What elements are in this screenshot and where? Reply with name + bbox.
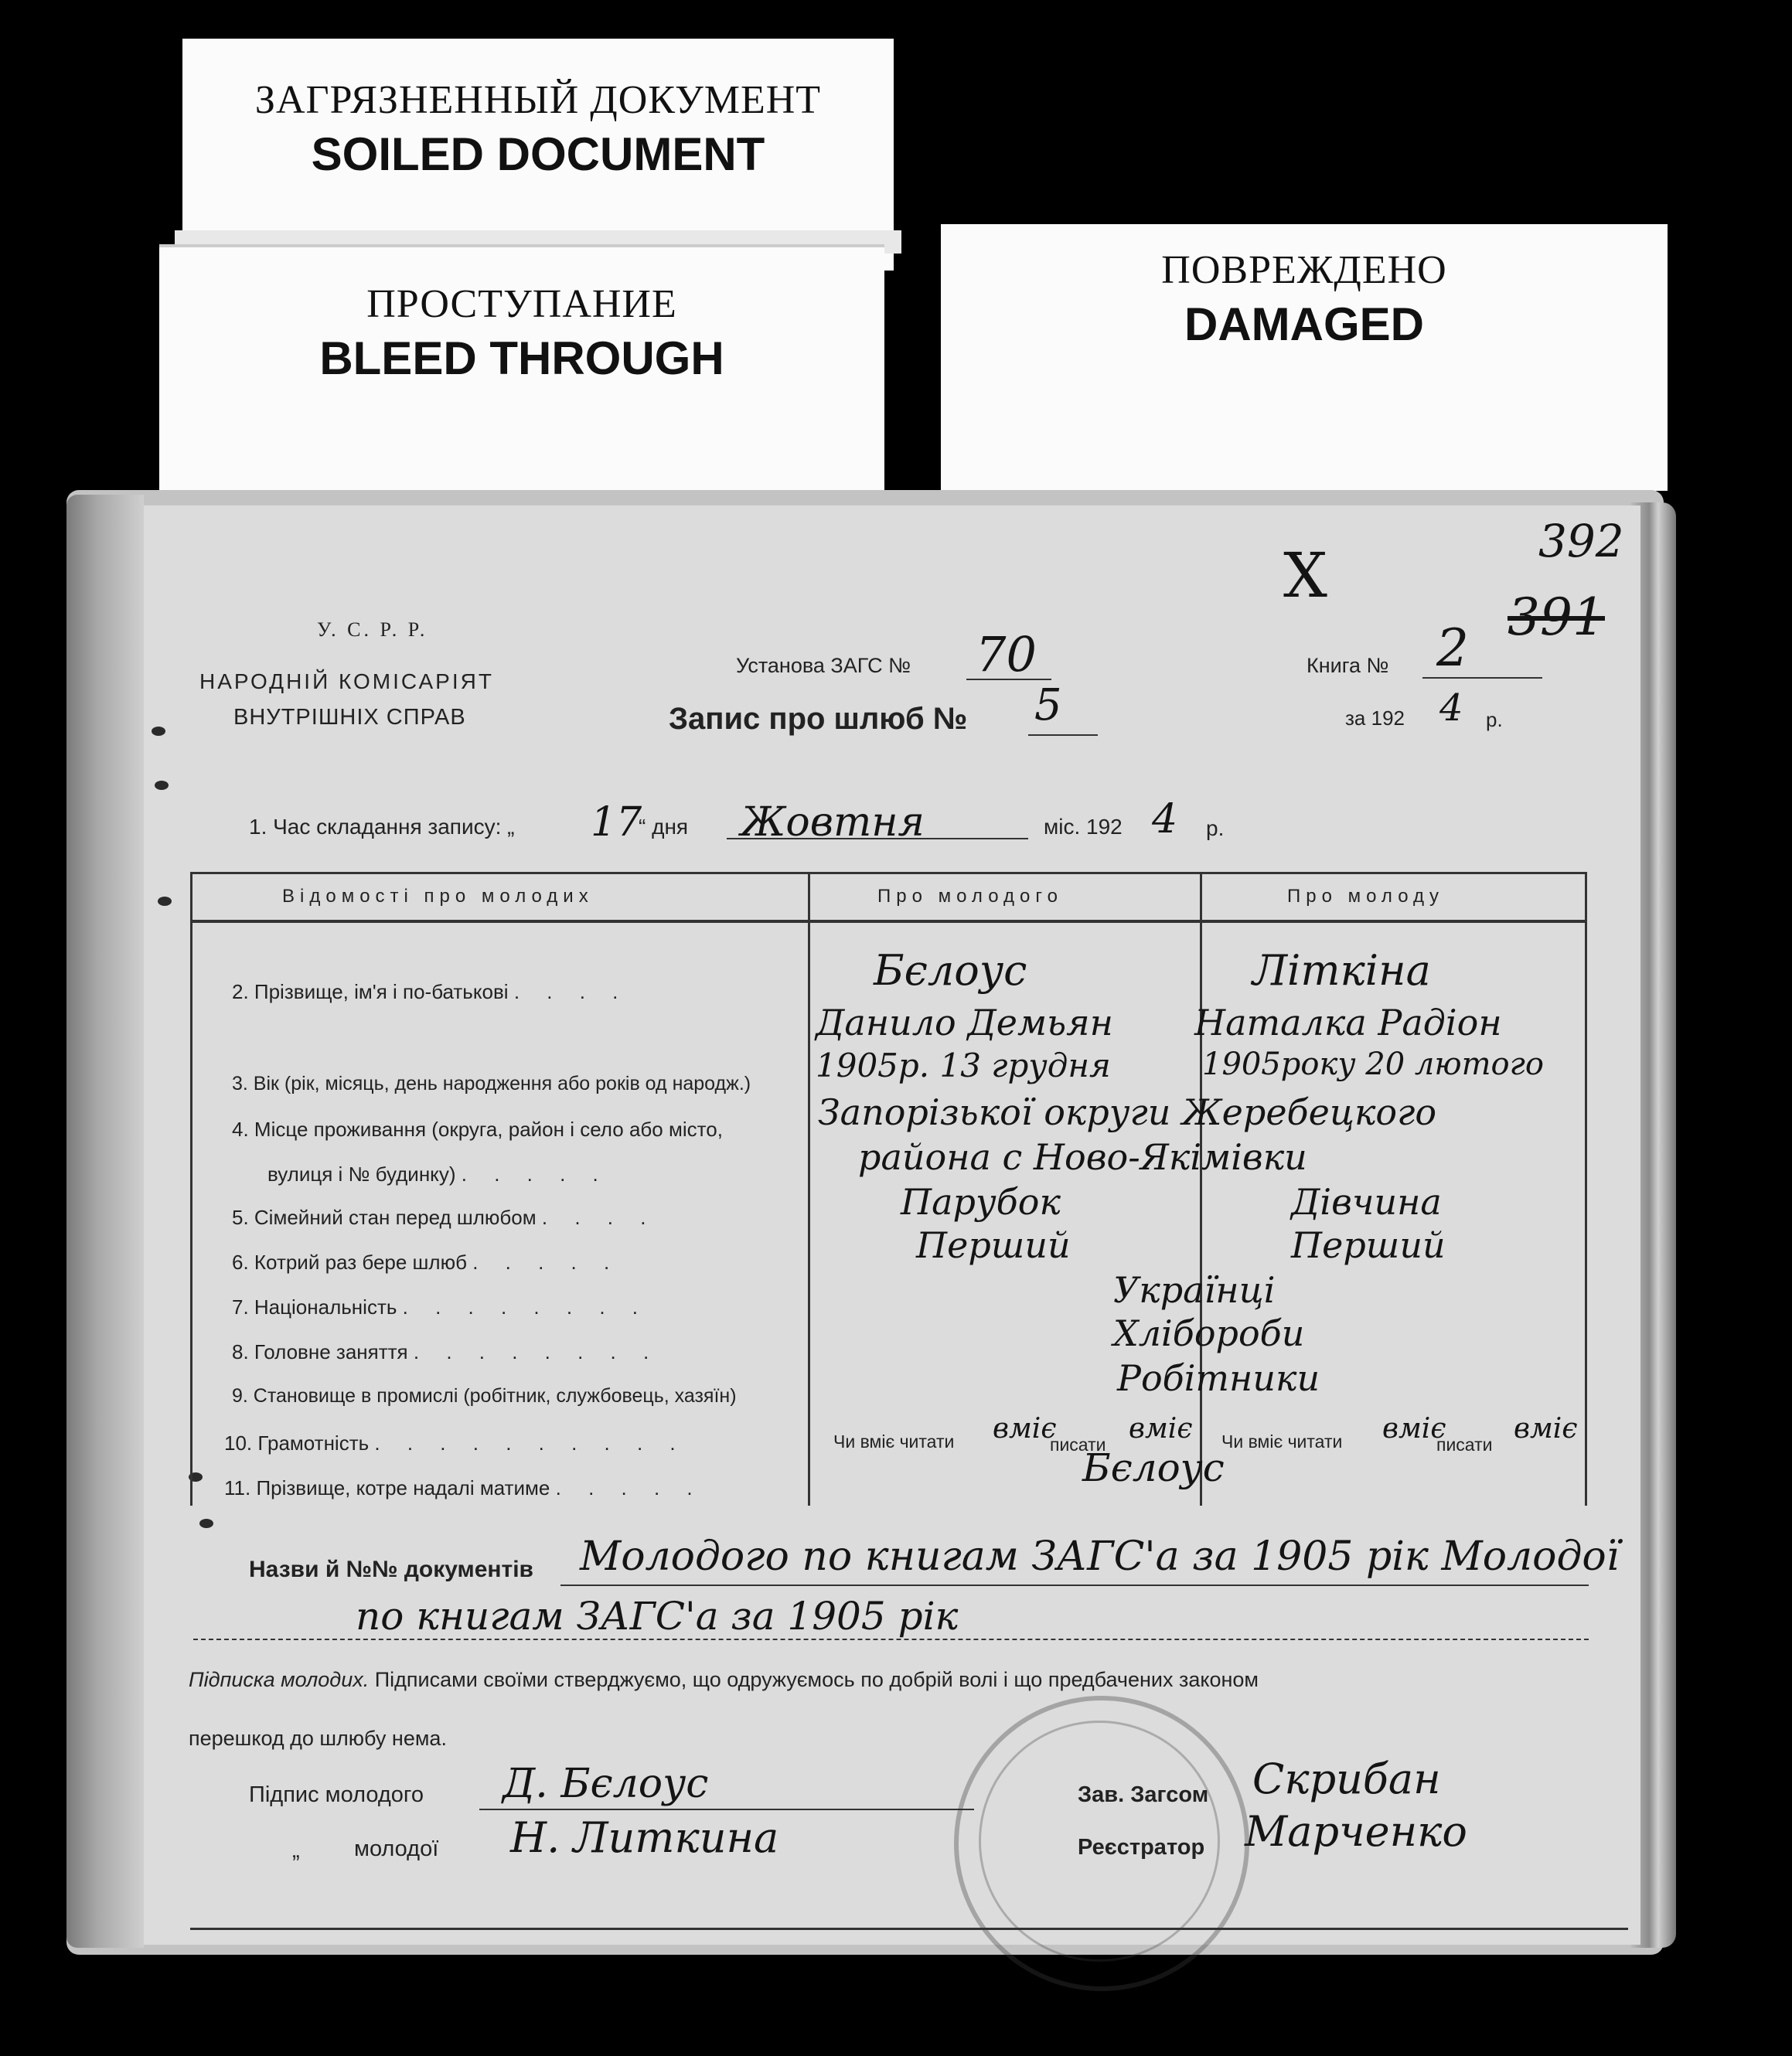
registrar-label: Реєстратор [1078,1835,1205,1860]
registrar-signature: Марченко [1245,1807,1467,1856]
bride-write-label: писати [1436,1435,1493,1455]
statement-line-1 [189,1668,1259,1692]
binding-hole [152,727,165,736]
binding-hole [155,781,169,790]
future-surname: Бєлоус [1082,1445,1225,1490]
documents-underline-2 [193,1639,1589,1640]
groom-marital: Парубок [901,1181,1061,1223]
record-number-line [1028,734,1098,736]
documents-label: Назви й №№ документів [249,1557,533,1582]
page-number: 392 [1538,515,1624,567]
item1-month-line [727,838,1028,839]
bride-sign-label: молодої [354,1836,439,1861]
bleed-ru: ПРОСТУПАНИЕ [366,282,677,326]
book-number-line [1422,677,1542,679]
statement-line-2: перешкод до шлюбу нема. [189,1727,447,1750]
table-divider-1 [808,872,810,1506]
bleed-through-flag [159,244,884,499]
ministry-line-1: НАРОДНІЙ КОМІСАРІЯТ [199,669,494,693]
occupation-value: Хлібороби [1113,1312,1305,1354]
groom-write-value: вміє [1129,1413,1193,1445]
item1-suffix: р. [1206,816,1225,840]
item1-day: 17 [591,799,642,846]
row-label-9: 9. Становище в промислі (робітник, службовець, хазяїн) [232,1385,737,1407]
table-right-border [1585,872,1587,1506]
head-signature: Скрибан [1252,1755,1441,1803]
bride-quote: „ [292,1838,300,1863]
corner-mark: Х [1283,540,1327,611]
bride-birth: 1905року 20 лютого [1202,1047,1544,1082]
binding-hole [158,897,172,906]
item1-month: Жовтня [741,799,925,846]
col-groom-heading: Про молодого [877,886,1063,907]
bride-marital: Дівчина [1291,1181,1442,1223]
groom-read-value: вміє [993,1413,1057,1445]
statement-text: Підписами своїми стверджуємо, що одружуємось по добрій волі і що предбачених законом [374,1668,1259,1691]
stamp-seal [954,2053,955,2054]
row-label-5: 5. Сімейний стан перед шлюбом . . . . [232,1206,657,1229]
bleed-en: BLEED THROUGH [319,332,724,384]
nationality-value: Українці [1113,1269,1276,1311]
groom-signature: Д. Бєлоус [503,1761,709,1807]
statement-title: Підписка молодих. [189,1668,370,1691]
table-top-border [190,872,1586,874]
year-digit: 4 [1439,686,1463,730]
book-label: Книга № [1307,654,1389,677]
record-title: Запис про шлюб № [669,702,968,736]
state-heading: У. С. Р. Р. [317,618,428,641]
damaged-flag [941,224,1668,491]
bride-surname: Літкіна [1252,946,1431,995]
table-header-border [190,920,1586,923]
card-left-edge [66,495,144,1948]
documents-line-1: Молодого по книгам ЗАГС'а за 1905 рік Молодої [580,1533,1620,1580]
col-bride-heading: Про молоду [1287,886,1445,907]
bottom-rule [190,1928,1628,1930]
damaged-en: DAMAGED [1184,298,1424,350]
item1-year: 4 [1152,796,1178,842]
page-number-crossed: 391 [1508,587,1605,647]
year-suffix: р. [1486,708,1503,731]
groom-write-label: писати [1050,1435,1106,1455]
table-left-border [190,872,192,1506]
ministry-line-2: ВНУТРІШНІХ СПРАВ [233,705,466,730]
groom-sign-label: Підпис молодого [249,1782,424,1807]
row-label-11: 11. Прізвище, котре надалі матиме . . . . . [224,1476,704,1499]
row-label-3: 3. Вік (рік, місяць, день народження або років од народж.) [232,1073,751,1094]
groom-birth: 1905р. 13 грудня [816,1047,1111,1084]
row-label-7: 7. Національність . . . . . . . . [232,1295,649,1319]
bride-times: Перший [1291,1224,1446,1266]
row-label-2: 2. Прізвище, ім'я і по-батькові . . . . [232,980,629,1003]
zags-label: Установа ЗАГС № [736,654,911,677]
groom-read-label: Чи вміє читати [833,1431,955,1452]
row-label-6: 6. Котрий раз бере шлюб . . . . . [232,1251,621,1274]
documents-underline-1 [560,1585,1589,1586]
row-label-10: 10. Грамотність . . . . . . . . . . [224,1431,686,1455]
binding-hole [199,1519,213,1528]
documents-line-2: по книгам ЗАГС'а за 1905 рік [356,1594,959,1639]
bride-signature: Н. Литкина [510,1813,779,1862]
bride-read-label: Чи вміє читати [1221,1431,1343,1452]
bride-write-value: вміє [1514,1413,1578,1445]
record-number: 5 [1034,680,1062,730]
row-label-8: 8. Головне заняття . . . . . . . . [232,1340,660,1363]
item1-label: 1. Час складання запису: „ [249,815,515,839]
groom-times: Перший [916,1224,1071,1266]
groom-sign-line [479,1809,974,1810]
soiled-ru: ЗАГРЯЗНЕННЫЙ ДОКУМЕНТ [254,78,822,122]
row-label-4b: вулиця і № будинку) . . . . . [267,1162,609,1186]
book-number: 2 [1436,618,1469,678]
residence-line-1: Запорізької округи Жеребецкого [818,1091,1437,1133]
groom-surname: Бєлоус [874,946,1027,995]
year-label: за 192 [1345,706,1405,730]
zags-number: 70 [976,626,1037,682]
item1-day-label: “ дня [639,815,689,839]
bride-name: Наталка Радіон [1194,1002,1502,1043]
soiled-en: SOILED DOCUMENT [311,128,765,180]
item1-month-label: міс. 192 [1044,815,1123,839]
head-label: Зав. Загсом [1078,1782,1209,1807]
damaged-ru: ПОВРЕЖДЕНО [1161,248,1447,292]
table-divider-2 [1200,872,1202,1506]
groom-name: Данило Демьян [816,1002,1113,1043]
position-value: Робітники [1117,1357,1320,1399]
row-label-4: 4. Місце проживання (округа, район і село або місто, [232,1118,723,1141]
col-info-heading: Відомості про молодих [282,886,594,907]
bride-read-value: вміє [1382,1413,1446,1445]
residence-line-2: района с Ново-Якімівки [858,1136,1307,1178]
